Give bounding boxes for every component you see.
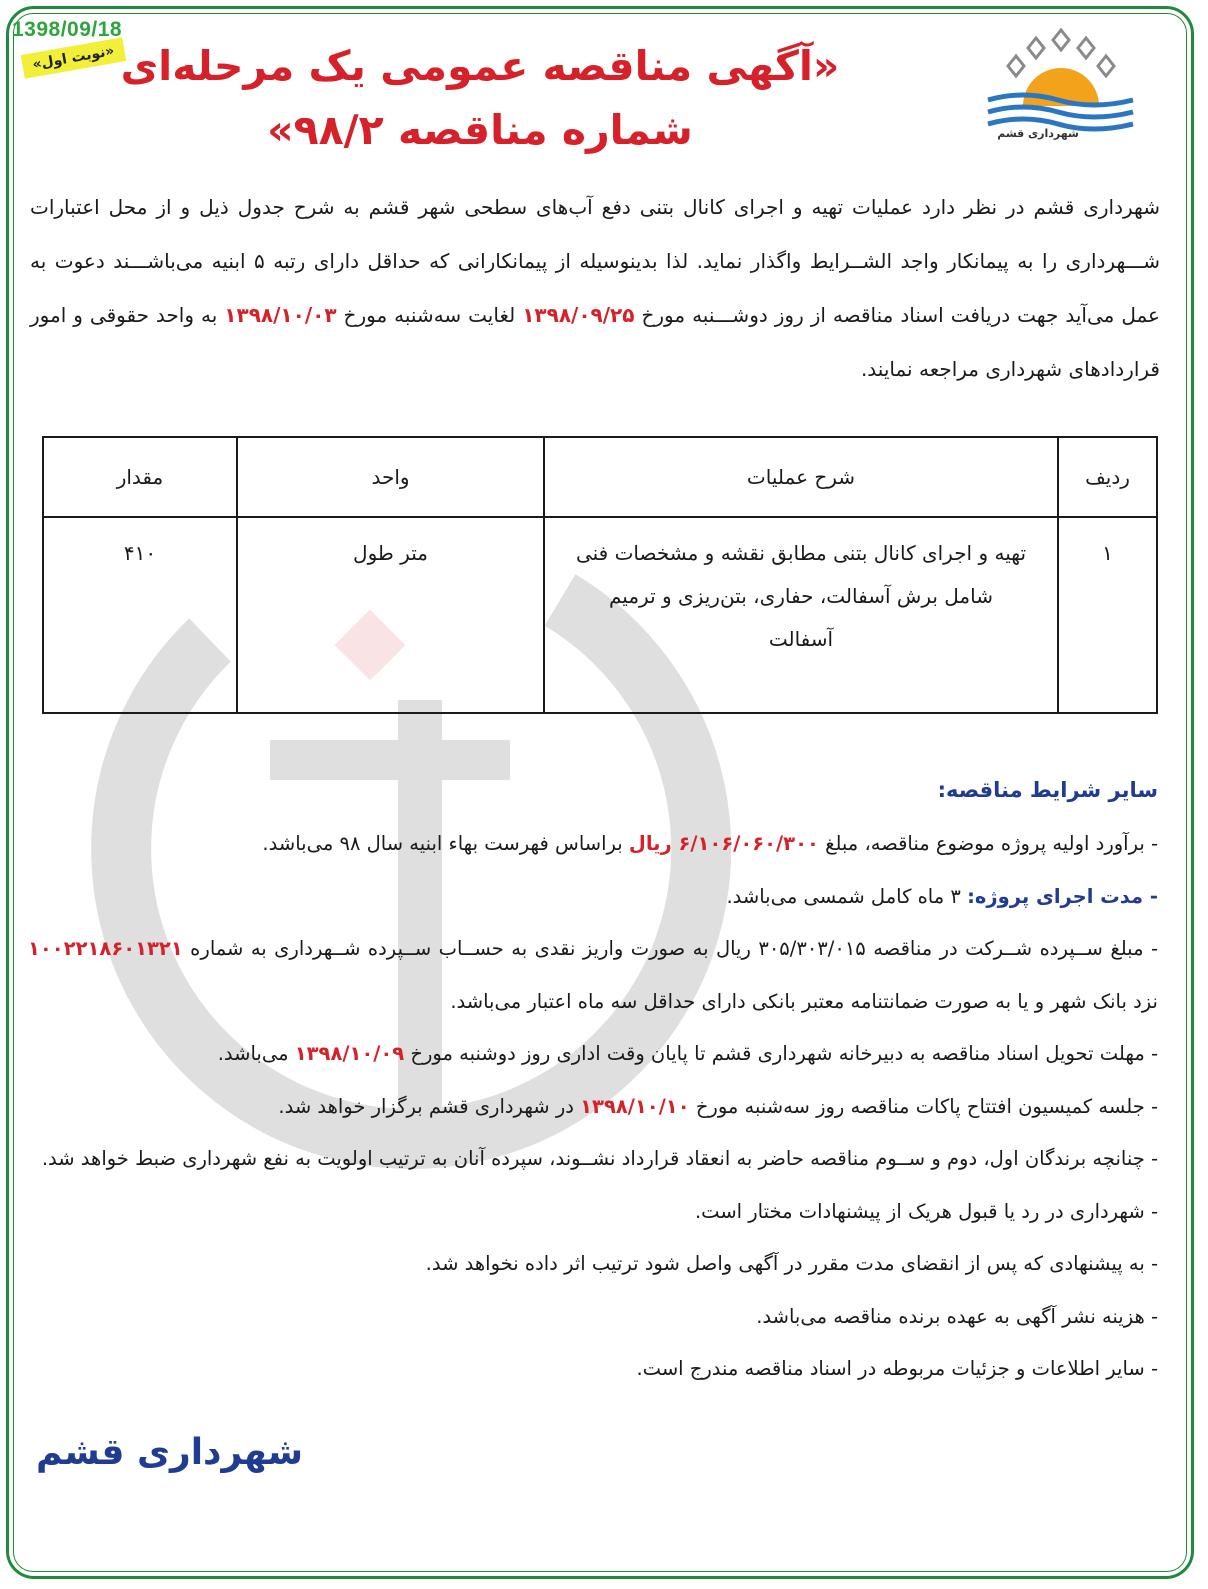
title-line-1: «آگهی مناقصه عمومی یک مرحله‌ای (120, 42, 840, 90)
logo-caption: شهرداری قشم (997, 127, 1079, 140)
intro-text-3: به واحد حقوقی و امور قراردادهای شهرداری مراجعه نمایند. (30, 303, 1160, 381)
header-description: شرح عملیات (544, 437, 1058, 517)
condition-text: براساس فهرست بهاء ابنیه سال ۹۸ می‌باشد. (262, 832, 629, 855)
operations-table (42, 436, 1158, 714)
notice-title (120, 34, 840, 162)
condition-forfeit: - چنانچه برندگان اول، دوم و ســوم مناقصه حاضر به انعقاد قرارداد نشــوند، سپرده آنان به ترتیب اولویت به نفع شهرداری ضبط خواهد شد. (41, 1147, 1158, 1170)
cell-unit: متر طول (237, 517, 544, 713)
condition-text: می‌باشد. (217, 1042, 295, 1065)
signature: شهرداری قشم (36, 1432, 304, 1473)
condition-text: نزد بانک شهر و یا به صورت ضمانتنامه معتبر بانکی دارای حداقل سه ماه اعتبار می‌باشد. (450, 989, 1158, 1013)
duration-label: - مدت اجرای پروژه: (967, 884, 1158, 908)
intro-date-from: ۱۳۹۸/۰۹/۲۵ (522, 303, 635, 327)
table-header-row (43, 437, 1157, 517)
condition-cost: - هزینه نشر آگهی به عهده برنده مناقصه می‌باشد. (756, 1304, 1158, 1328)
intro-text-1: شهرداری قشم در نظر دارد عملیات تهیه و اجرای کانال بتنی دفع آب‌های سطحی شهر قشم به شرح جدول ذیل و از محل اعتبارات شـــهرداری را به پیمانکار واجد الشــرایط واگذار نماید. لذا بدینوسیله از پیمانکارانی که حداقل دارای رتبه ۵ ابنیه می‌باشـــند دعوت به عمل می‌آید جهت دریافت اسناد مناقصه از روز دوشـــنبه مورخ (30, 195, 1161, 327)
intro-date-to: ۱۳۹۸/۱۰/۰۳ (224, 303, 337, 327)
publish-date: 1398/09/18 (12, 18, 123, 41)
condition-deadline (28, 1028, 1158, 1081)
intro-paragraph (30, 180, 1160, 396)
condition-text: در شهرداری قشم برگزار خواهد شد. (278, 1094, 581, 1118)
header-unit: واحد (237, 437, 544, 517)
cell-quantity: ۴۱۰ (43, 517, 237, 713)
condition-other: - سایر اطلاعات و جزئیات مربوطه در اسناد مناقصه مندرج است. (636, 1357, 1158, 1380)
account-number: ۱۰۰۲۲۱۸۶۰۱۳۲۱ (28, 937, 183, 960)
condition-rights: - شهرداری در رد یا قبول هریک از پیشنهادات مختار است. (694, 1199, 1158, 1223)
conditions-list (28, 818, 1158, 1396)
condition-deposit (28, 923, 1158, 1028)
condition-text: - مهلت تحویل اسناد مناقصه به دبیرخانه شهرداری قشم تا پایان وقت اداری روز دوشنبه مورخ (404, 1042, 1158, 1065)
table-row (43, 517, 1157, 713)
cell-row-number: ۱ (1058, 517, 1157, 713)
condition-late: - به پیشنهادی که پس از انقضای مدت مقرر در آگهی واصل شود ترتیب اثر داده نخواهد شد. (425, 1252, 1158, 1275)
condition-text: - مبلغ ســپرده شــرکت در مناقصه ۳۰۵/۳۰۳/۰۱۵ ریال به صورت واریز نقدی به حســاب ســپرده شــهرداری به شماره (182, 937, 1158, 960)
condition-duration (28, 871, 1158, 924)
opening-date: ۱۳۹۸/۱۰/۱۰ (580, 1094, 690, 1118)
cell-description: تهیه و اجرای کانال بتنی مطابق نقشه و مشخصات فنی شامل برش آسفالت، حفاری، بتن‌ریزی و ترمیم آسفالت (544, 517, 1058, 713)
condition-text: ۳ ماه کامل شمسی می‌باشد. (726, 884, 968, 908)
deadline-date: ۱۳۹۸/۱۰/۰۹ (294, 1042, 405, 1065)
estimate-amount: ۶/۱۰۶/۰۶۰/۳۰۰ ریال (628, 832, 819, 855)
turn-badge: «نوبت اول» (21, 37, 126, 78)
condition-text: - برآورد اولیه پروژه موضوع مناقصه، مبلغ (818, 832, 1158, 855)
condition-estimate (28, 818, 1158, 871)
header-row-number: ردیف (1058, 437, 1157, 517)
header-quantity: مقدار (43, 437, 237, 517)
intro-text-2: لغایت سه‌شنبه مورخ (336, 303, 523, 327)
condition-opening (28, 1081, 1158, 1134)
condition-text: - جلسه کمیسیون افتتاح پاکات مناقصه روز سه‌شنبه مورخ (689, 1094, 1158, 1118)
title-line-2: شماره مناقصه ۹۸/۲» (267, 106, 693, 154)
conditions-title: سایر شرایط مناقصه: (937, 778, 1158, 802)
